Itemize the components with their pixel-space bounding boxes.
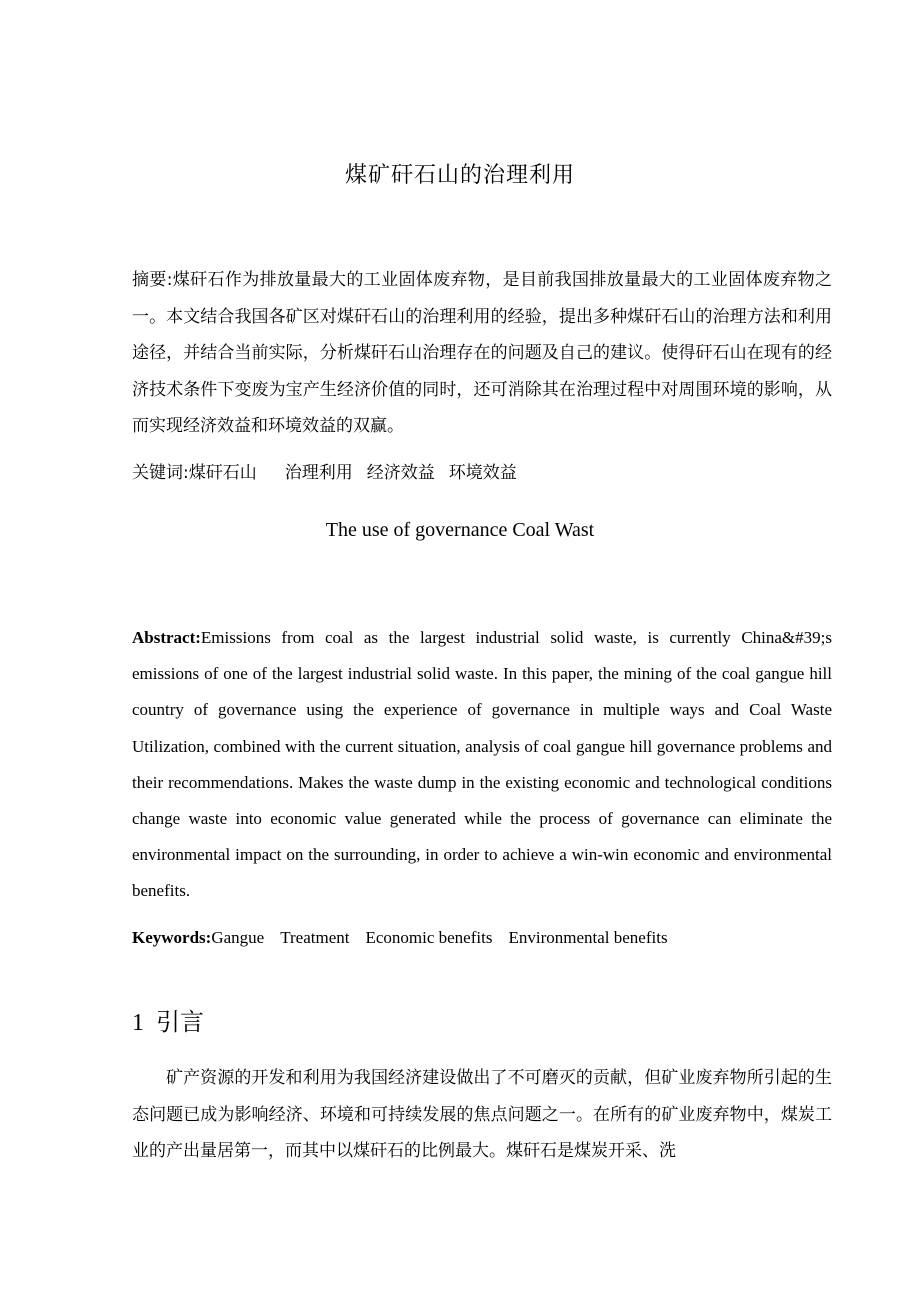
chinese-keyword: 经济效益 (366, 463, 435, 483)
chinese-keyword: 治理利用 (284, 463, 353, 483)
intro-paragraph: 矿产资源的开发和利用为我国经济建设做出了不可磨灭的贡献，但矿业废弃物所引起的生态问题已成为影响经济、环境和可持续发展的焦点问题之一。在所有的矿业废弃物中，煤炭工业的产出量居第一，而其中以煤矸石的比例最大。煤矸石是煤炭开采、洗 (132, 1068, 832, 1161)
english-keyword: Gangue (211, 928, 265, 947)
chinese-keywords-label: 关键词: (132, 463, 189, 483)
english-keywords-label: Keywords: (132, 928, 212, 947)
english-keyword: Economic benefits (365, 928, 493, 947)
chinese-abstract (132, 262, 832, 445)
chinese-abstract-text: 煤矸石作为排放量最大的工业固体废弃物，是目前我国排放量最大的工业固体废弃物之一。本文结合我国各矿区对煤矸石山的治理利用的经验，提出多种煤矸石山的治理方法和利用途径，并结合当前实际，分析煤矸石山治理存在的问题及自己的建议。使得矸石山在现有的经济技术条件下变废为宝产生经济价值的同时，还可消除其在治理过程中对周围环境的影响，从而实现经济效益和环境效益的双赢。 (132, 270, 833, 436)
english-title: The use of governance Coal Wast (325, 519, 595, 541)
english-abstract-label: Abstract: (132, 628, 201, 647)
chinese-keyword: 环境效益 (448, 463, 517, 483)
chinese-title: 煤矿矸石山的治理利用 (344, 163, 575, 188)
section-title: 引言 (156, 1008, 204, 1036)
chinese-keyword: 煤矸石山 (188, 463, 257, 483)
section-heading (132, 1002, 204, 1037)
chinese-keywords (132, 458, 832, 488)
english-keyword: Treatment (280, 928, 350, 947)
section-number: 1 (132, 1010, 144, 1036)
english-keyword: Environmental benefits (508, 928, 668, 947)
chinese-abstract-label: 摘要: (132, 270, 173, 290)
english-abstract-text: Emissions from coal as the largest industrial solid waste, is currently China&#39;s emissions of one of the largest industrial solid waste. In this paper, the mining of the coal gangue hill country of governance using the experience of governance in multiple ways and Coal Waste Utilization, combined with the current situation, analysis of coal gangue hill governance problems and their recommendations. Makes the waste dump in the existing economic and technological conditions change waste into economic value generated while the process of governance can eliminate the environmental impact on the surrounding, in order to achieve a win-win economic and environmental benefits. (132, 628, 832, 901)
english-abstract (132, 620, 832, 910)
english-keywords (132, 923, 832, 953)
